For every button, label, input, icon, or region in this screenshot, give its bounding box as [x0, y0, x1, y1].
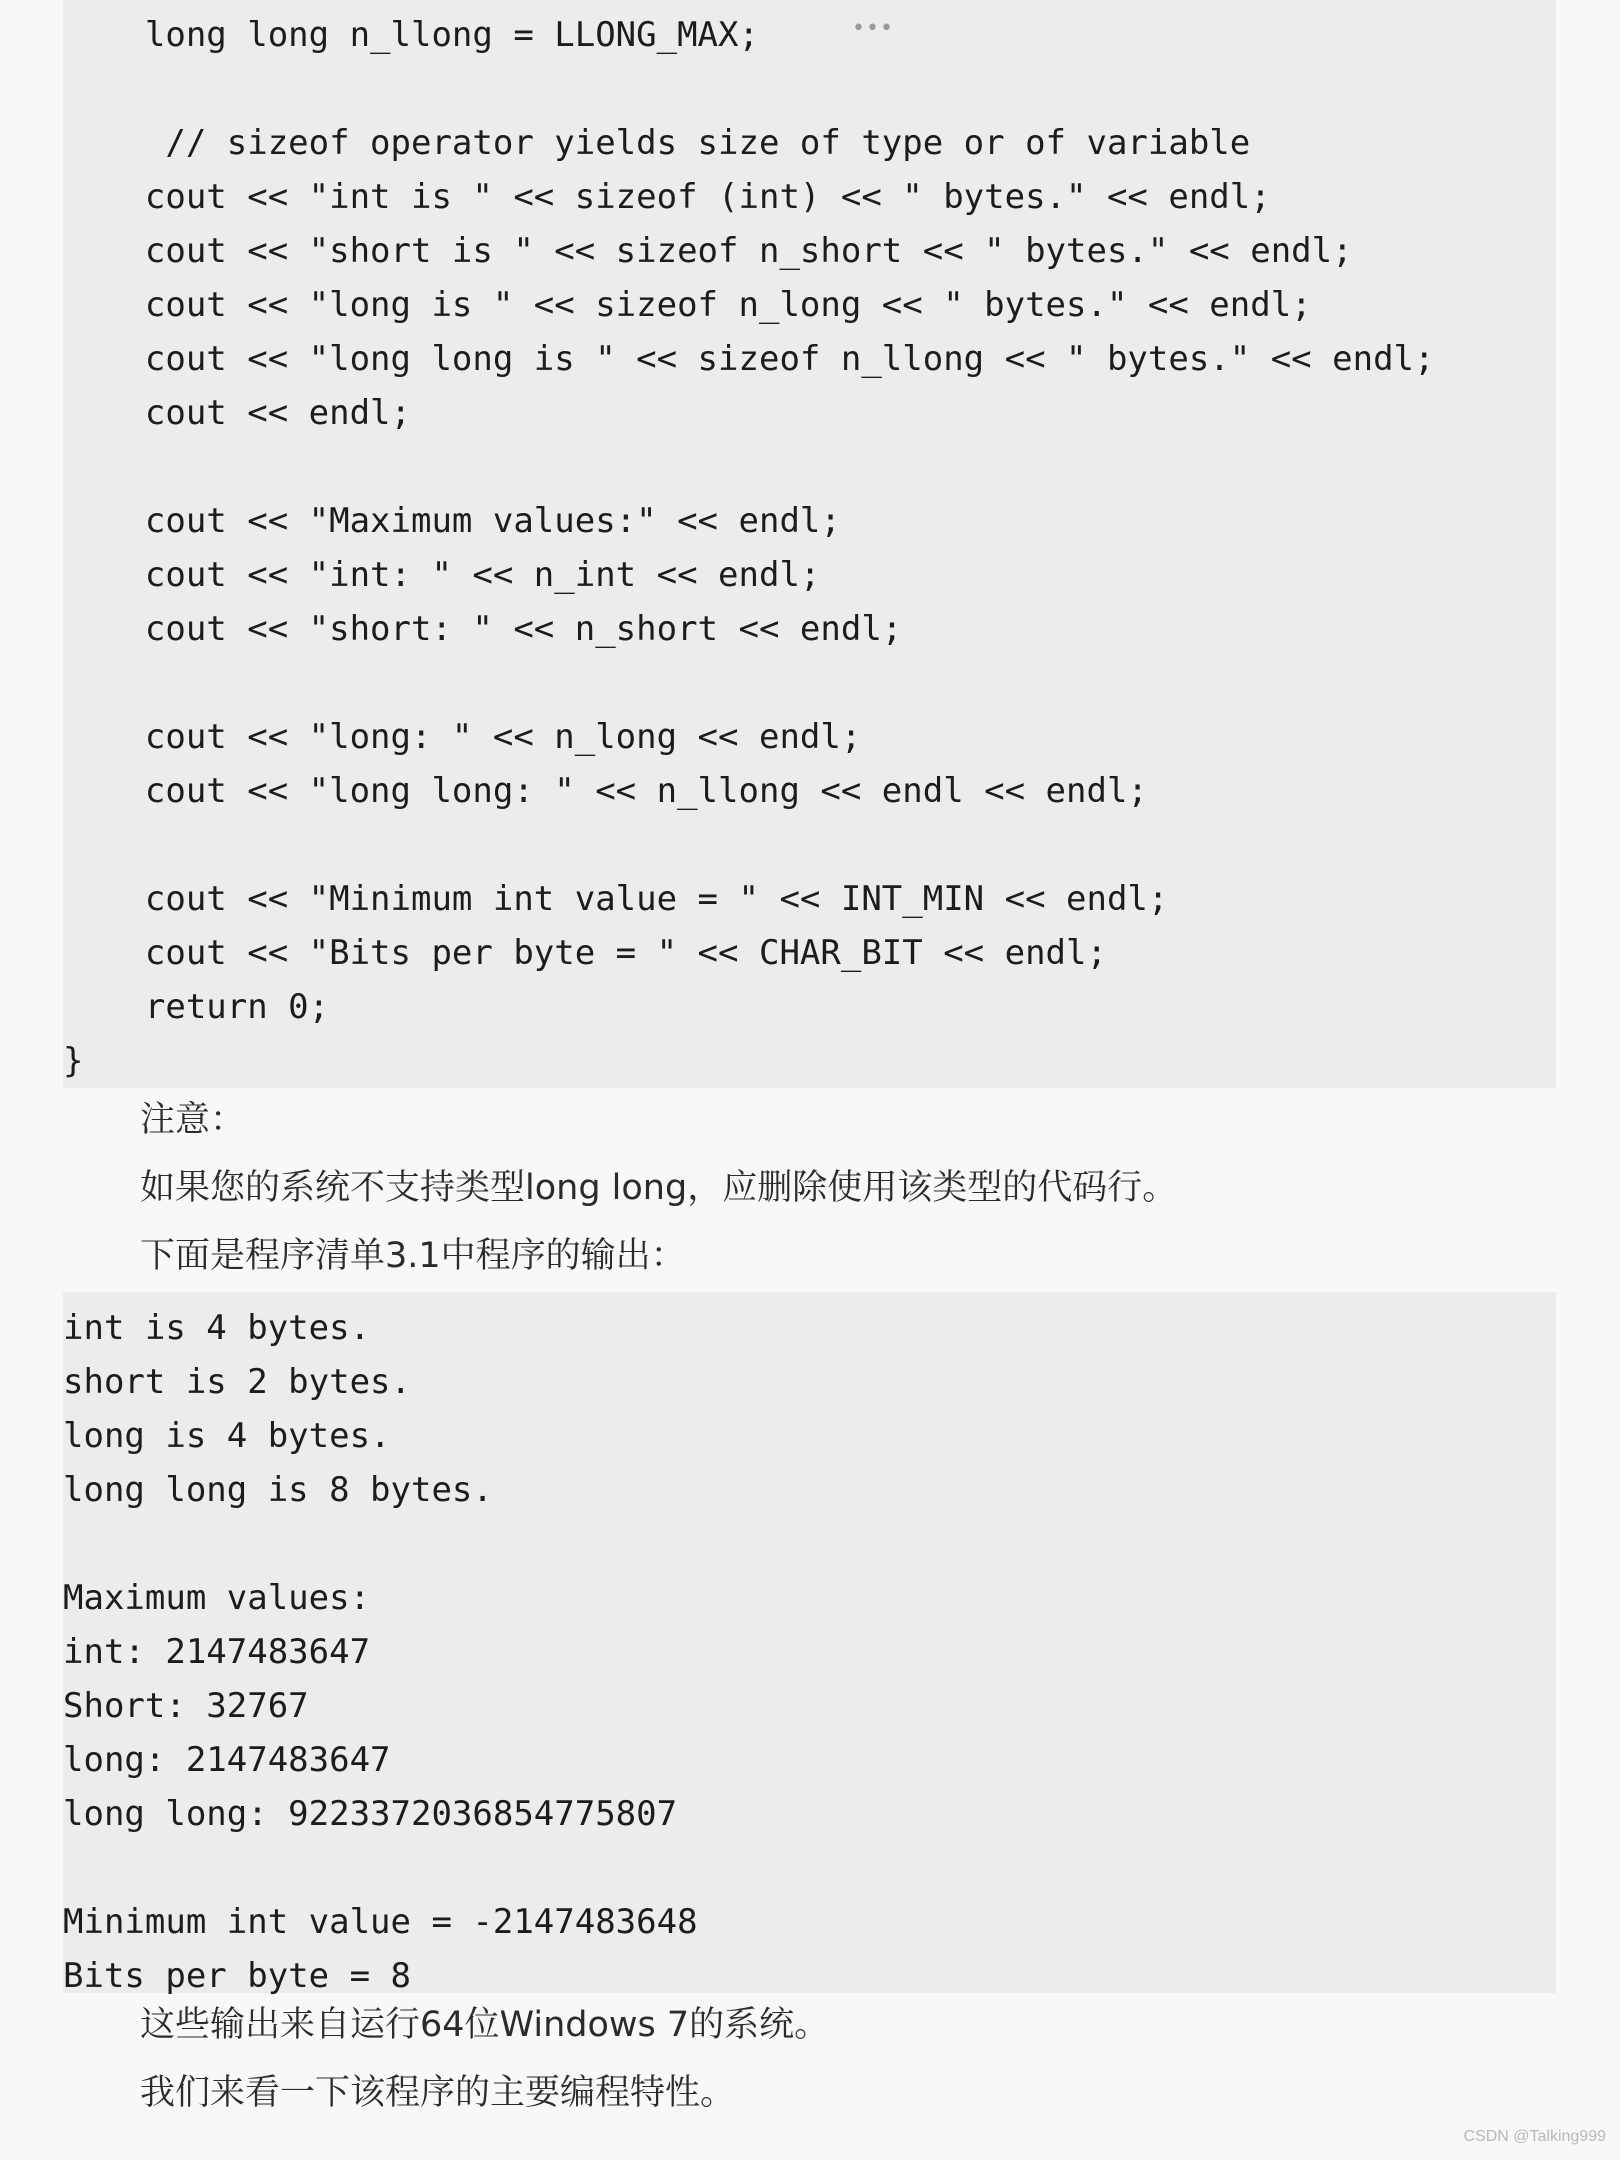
watermark: CSDN @Talking999	[1463, 2128, 1606, 2145]
code-line: cout << "Minimum int value = " << INT_MIN << endl;	[63, 879, 1169, 919]
code-line: }	[63, 1041, 84, 1081]
output-intro: 下面是程序清单3.1中程序的输出：	[140, 1236, 686, 1276]
output-line: long long: 9223372036854775807	[63, 1794, 678, 1834]
output-line: long: 2147483647	[63, 1740, 391, 1780]
code-line: // sizeof operator yields size of type or of variable	[63, 123, 1251, 163]
system-note: 这些输出来自运行64位Windows 7的系统。	[140, 2005, 830, 2045]
output-line: long long is 8 bytes.	[63, 1470, 493, 1510]
program-output-block	[63, 1292, 1556, 1996]
note-heading: 注意：	[140, 1100, 246, 1140]
code-line: cout << "long: " << n_long << endl;	[63, 717, 862, 757]
output-line: Maximum values:	[63, 1578, 371, 1618]
output-line: int: 2147483647	[63, 1632, 371, 1672]
code-line: cout << "long long: " << n_llong << endl << endl;	[63, 771, 1148, 811]
code-line: cout << "Maximum values:" << endl;	[63, 501, 841, 541]
code-line: cout << "int is " << sizeof (int) << " bytes." << endl;	[63, 177, 1271, 217]
output-line: int is 4 bytes.	[63, 1308, 371, 1348]
code-line: cout << endl;	[63, 393, 411, 433]
code-line: cout << "short is " << sizeof n_short << " bytes." << endl;	[63, 231, 1353, 271]
output-line: short is 2 bytes.	[63, 1362, 411, 1402]
code-line: cout << "long is " << sizeof n_long << " bytes." << endl;	[63, 285, 1312, 325]
output-line: Minimum int value = -2147483648	[63, 1902, 698, 1942]
more-options-icon[interactable]: •••	[852, 16, 894, 41]
code-line: return 0;	[63, 987, 330, 1027]
code-line: long long n_llong = LLONG_MAX;	[63, 15, 759, 55]
code-line: cout << "long long is " << sizeof n_llong << " bytes." << endl;	[63, 339, 1435, 379]
source-code-block	[63, 0, 1556, 1088]
output-line: long is 4 bytes.	[63, 1416, 391, 1456]
code-line: cout << "Bits per byte = " << CHAR_BIT << endl;	[63, 933, 1107, 973]
output-line: Short: 32767	[63, 1686, 309, 1726]
code-line: cout << "short: " << n_short << endl;	[63, 609, 903, 649]
code-line: cout << "int: " << n_int << endl;	[63, 555, 821, 595]
note-text: 如果您的系统不支持类型long long，应删除使用该类型的代码行。	[140, 1168, 1178, 1208]
next-step-text: 我们来看一下该程序的主要编程特性。	[140, 2073, 736, 2113]
output-line: Bits per byte = 8	[63, 1956, 411, 1996]
